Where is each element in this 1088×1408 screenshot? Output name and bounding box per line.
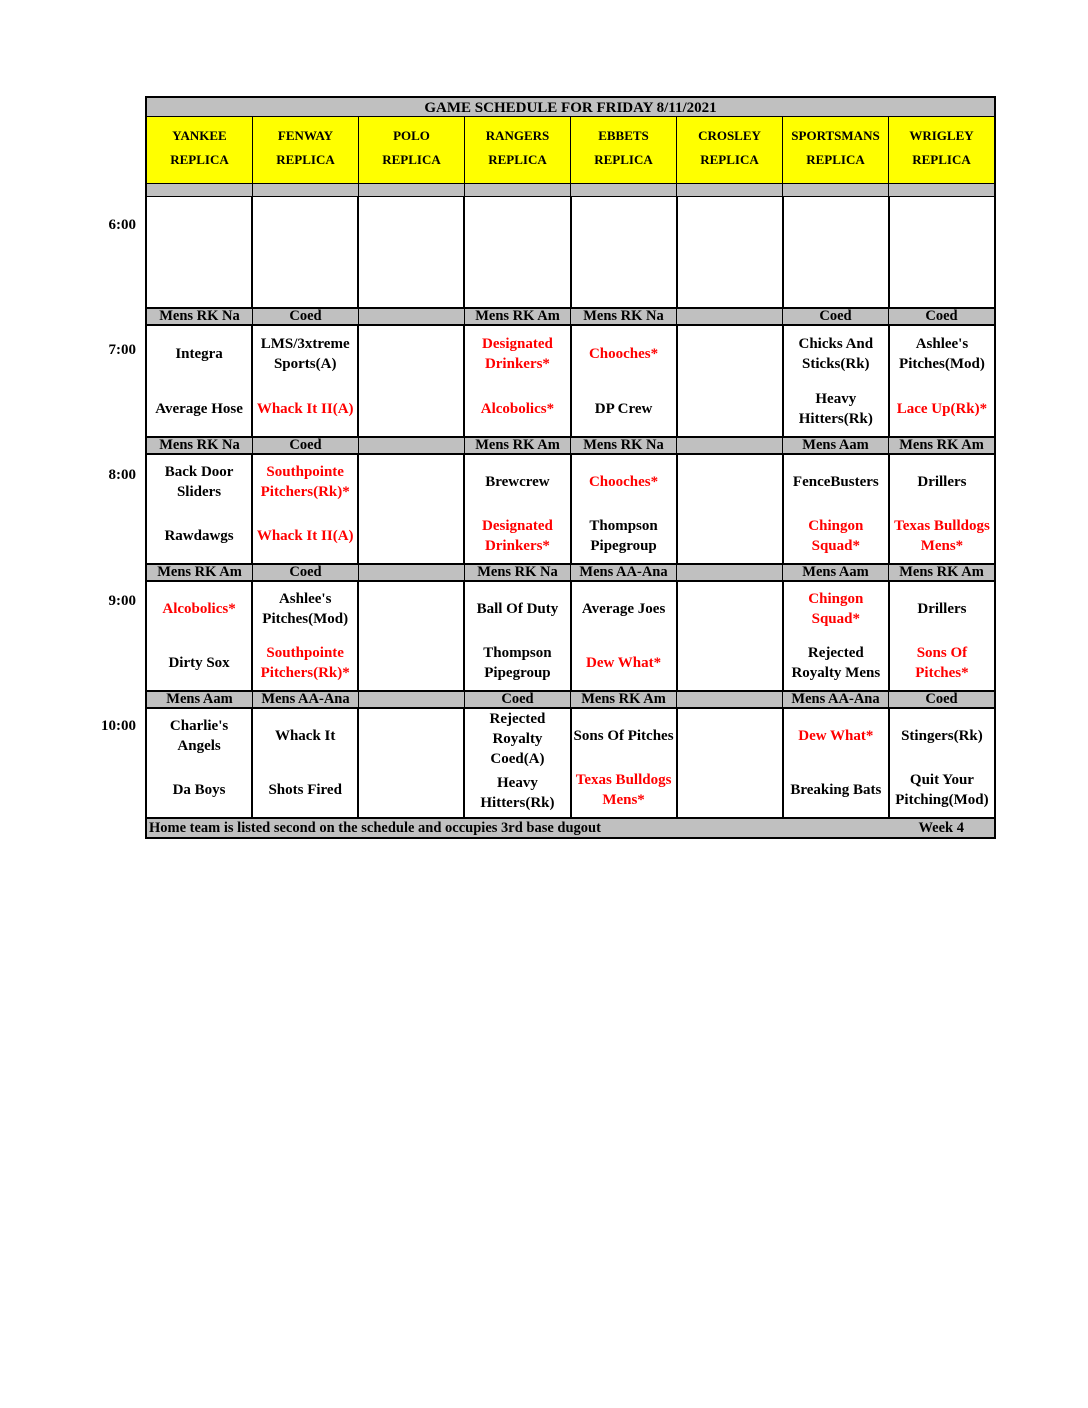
spacer-cell — [783, 183, 889, 197]
game-cell — [784, 326, 890, 436]
field-header-fenway — [253, 117, 359, 183]
division-row — [145, 436, 996, 455]
game-cell — [784, 197, 890, 307]
spacer-cell — [571, 183, 677, 197]
field-header-crosley — [677, 117, 783, 183]
home-team: Breaking Bats — [790, 782, 882, 798]
division-label — [677, 438, 783, 453]
home-team — [359, 636, 463, 690]
game-cell — [253, 326, 359, 436]
game-cell — [359, 326, 465, 436]
field-subtitle: REPLICA — [382, 152, 441, 167]
schedule-title: GAME SCHEDULE FOR FRIDAY 8/11/2021 — [145, 96, 996, 117]
home-team: Texas Bulldogs Mens* — [894, 518, 990, 554]
field-name: POLO — [393, 128, 430, 143]
footer-bar — [145, 817, 996, 839]
field-subtitle: REPLICA — [170, 152, 229, 167]
home-team — [678, 509, 782, 563]
division-label — [677, 692, 783, 707]
field-header-ebbets — [571, 117, 677, 183]
field-subtitle: REPLICA — [276, 152, 335, 167]
away-team: Stingers(Rk) — [901, 728, 983, 744]
away-team — [253, 197, 357, 252]
away-team: Ball Of Duty — [476, 601, 559, 617]
home-team — [678, 636, 782, 690]
field-name: FENWAY — [277, 128, 334, 143]
home-team: Average Hose — [155, 400, 243, 417]
field-name: SPORTSMANS — [791, 128, 880, 143]
division-label — [359, 565, 465, 580]
away-team — [678, 197, 782, 252]
away-team: Ashlee's Pitches(Mod) — [899, 335, 985, 372]
game-cell — [890, 582, 994, 690]
field-subtitle: REPLICA — [488, 152, 547, 167]
time-label: 7:00 — [108, 342, 136, 358]
home-team: Rejected Royalty Mens — [791, 645, 881, 681]
game-cell — [784, 709, 890, 817]
home-team: Quit Your Pitching(Mod) — [895, 772, 989, 808]
away-team — [359, 455, 463, 509]
game-cell — [147, 326, 253, 436]
home-team — [678, 252, 782, 307]
division-label: Mens AA-Ana — [253, 692, 359, 707]
away-team: Integra — [175, 345, 223, 362]
division-label: Coed — [889, 692, 994, 707]
field-name: WRIGLEY — [909, 128, 974, 143]
game-cell — [678, 326, 784, 436]
division-row — [145, 690, 996, 709]
game-cell — [147, 582, 253, 690]
time-slot-row — [145, 197, 996, 307]
time-slot-row — [145, 326, 996, 436]
home-team — [890, 252, 994, 307]
game-cell — [678, 582, 784, 690]
away-team — [147, 197, 251, 252]
division-label: Coed — [253, 309, 359, 324]
division-label: Mens RK Na — [465, 565, 571, 580]
division-label: Mens Aam — [783, 565, 889, 580]
game-cell — [253, 197, 359, 307]
away-team — [678, 455, 782, 509]
footer-note: Home team is listed second on the schedule and occupies 3rd base dugout — [149, 820, 601, 836]
division-label: Coed — [889, 309, 994, 324]
game-cell — [359, 197, 465, 307]
game-cell — [678, 455, 784, 563]
field-header-wrigley — [889, 117, 994, 183]
away-team: Southpointe Pitchers(Rk)* — [260, 464, 350, 500]
away-team — [784, 197, 888, 252]
division-label: Coed — [783, 309, 889, 324]
away-team — [890, 197, 994, 252]
week-label: Week 4 — [918, 820, 964, 836]
home-team: Heavy Hitters(Rk) — [480, 775, 555, 811]
away-team: Whack It — [274, 728, 336, 744]
away-team: Average Joes — [581, 601, 666, 617]
home-team — [784, 252, 888, 307]
away-team — [678, 326, 782, 381]
game-cell — [572, 326, 678, 436]
home-team: Da Boys — [172, 782, 226, 798]
game-cell — [359, 709, 465, 817]
division-label — [677, 309, 783, 324]
away-team: Dew What* — [798, 728, 874, 744]
time-slots — [145, 197, 996, 817]
time-slot-row — [145, 709, 996, 817]
time-label: 8:00 — [108, 467, 136, 483]
time-slot-row — [145, 582, 996, 690]
home-team — [465, 252, 569, 307]
division-label: Coed — [465, 692, 571, 707]
division-row — [145, 563, 996, 582]
division-label: Coed — [253, 565, 359, 580]
away-team: Chingon Squad* — [808, 591, 864, 627]
schedule-sheet — [145, 96, 996, 839]
game-cell — [359, 582, 465, 690]
game-cell — [253, 582, 359, 690]
home-team: Texas Bulldogs Mens* — [575, 772, 672, 808]
away-team — [359, 197, 463, 252]
game-cell — [890, 197, 994, 307]
game-cell — [147, 197, 253, 307]
home-team: Designated Drinkers* — [482, 518, 553, 554]
game-cell — [147, 455, 253, 563]
away-team — [678, 582, 782, 636]
away-team — [465, 197, 569, 252]
away-team: Rejected Royalty Coed(A) — [489, 711, 546, 767]
division-label: Mens RK Am — [147, 565, 253, 580]
division-label — [359, 692, 465, 707]
header-spacer-row — [145, 183, 996, 197]
home-team: Shots Fired — [268, 782, 342, 798]
spacer-cell — [465, 183, 571, 197]
spacer-cell — [677, 183, 783, 197]
home-team: Chingon Squad* — [808, 518, 864, 554]
division-label: Mens RK Na — [147, 438, 253, 453]
game-cell — [890, 455, 994, 563]
away-team: Alcobolics* — [162, 601, 236, 617]
game-cell — [465, 326, 571, 436]
division-label: Mens RK Am — [571, 692, 677, 707]
field-header-yankee — [147, 117, 253, 183]
home-team — [359, 763, 463, 817]
division-label: Mens RK Na — [571, 438, 677, 453]
division-label — [359, 438, 465, 453]
division-label: Mens RK Am — [465, 309, 571, 324]
home-team: Thompson Pipegroup — [589, 518, 658, 554]
away-team — [678, 709, 782, 763]
time-label: 10:00 — [101, 718, 136, 734]
game-cell — [784, 455, 890, 563]
division-label: Mens RK Am — [465, 438, 571, 453]
home-team: Dew What* — [585, 655, 662, 671]
division-label: Mens RK Na — [147, 309, 253, 324]
field-subtitle: REPLICA — [912, 152, 971, 167]
away-team: Chooches* — [588, 474, 659, 490]
game-cell — [465, 197, 571, 307]
home-team — [572, 252, 676, 307]
spacer-cell — [359, 183, 465, 197]
away-team: FenceBusters — [792, 474, 879, 490]
game-cell — [253, 455, 359, 563]
away-team — [359, 582, 463, 636]
home-team: Dirty Sox — [168, 655, 230, 671]
game-cell — [465, 455, 571, 563]
game-cell — [678, 709, 784, 817]
game-cell — [572, 709, 678, 817]
away-team: LMS/3xtreme Sports(A) — [260, 335, 350, 372]
home-team: Southpointe Pitchers(Rk)* — [260, 645, 350, 681]
home-team: Heavy Hitters(Rk) — [798, 390, 873, 427]
home-team: Thompson Pipegroup — [483, 645, 552, 681]
spacer-cell — [253, 183, 359, 197]
spacer-cell — [889, 183, 994, 197]
time-slot-row — [145, 455, 996, 563]
field-header-polo — [359, 117, 465, 183]
field-subtitle: REPLICA — [594, 152, 653, 167]
home-team: Rawdawgs — [164, 528, 234, 544]
division-label — [677, 565, 783, 580]
game-cell — [572, 582, 678, 690]
game-cell — [678, 197, 784, 307]
field-name: YANKEE — [172, 128, 227, 143]
home-team — [359, 509, 463, 563]
home-team: Lace Up(Rk)* — [896, 400, 988, 417]
away-team: Chicks And Sticks(Rk) — [798, 335, 874, 372]
away-team: Charlie's Angels — [169, 718, 229, 754]
away-team: Back Door Sliders — [164, 464, 234, 500]
home-team: DP Crew — [594, 400, 653, 417]
home-team: Alcobolics* — [480, 400, 555, 417]
away-team: Chooches* — [588, 345, 659, 362]
away-team: Drillers — [917, 474, 967, 490]
field-name: CROSLEY — [698, 128, 761, 143]
time-label: 9:00 — [108, 593, 136, 609]
game-cell — [890, 326, 994, 436]
home-team — [359, 381, 463, 436]
home-team — [253, 252, 357, 307]
home-team: Whack It II(A) — [256, 400, 354, 417]
field-name: EBBETS — [598, 128, 649, 143]
game-cell — [784, 582, 890, 690]
spacer-cell — [147, 183, 253, 197]
home-team — [678, 763, 782, 817]
away-team: Designated Drinkers* — [482, 335, 553, 372]
time-label: 6:00 — [108, 217, 136, 233]
game-cell — [253, 709, 359, 817]
game-cell — [465, 582, 571, 690]
game-cell — [359, 455, 465, 563]
field-header-sportsmans — [783, 117, 889, 183]
field-header-rangers — [465, 117, 571, 183]
away-team — [359, 709, 463, 763]
game-cell — [147, 709, 253, 817]
division-row — [145, 307, 996, 326]
home-team: Whack It II(A) — [256, 528, 354, 544]
away-team: Sons Of Pitches — [573, 728, 674, 744]
division-label: Mens Aam — [783, 438, 889, 453]
division-label: Mens RK Am — [889, 438, 994, 453]
game-cell — [465, 709, 571, 817]
division-label: Mens AA-Ana — [571, 565, 677, 580]
home-team — [359, 252, 463, 307]
away-team: Brewcrew — [485, 474, 550, 490]
field-header-row — [145, 117, 996, 183]
home-team: Sons Of Pitches* — [915, 645, 969, 681]
division-label: Coed — [253, 438, 359, 453]
field-subtitle: REPLICA — [700, 152, 759, 167]
away-team — [572, 197, 676, 252]
field-subtitle: REPLICA — [806, 152, 865, 167]
game-cell — [890, 709, 994, 817]
division-label: Mens Aam — [147, 692, 253, 707]
home-team — [147, 252, 251, 307]
division-label — [359, 309, 465, 324]
game-cell — [572, 455, 678, 563]
home-team — [678, 381, 782, 436]
away-team — [359, 326, 463, 381]
field-name: RANGERS — [485, 128, 550, 143]
away-team: Drillers — [917, 601, 967, 617]
away-team: Ashlee's Pitches(Mod) — [262, 591, 349, 627]
division-label: Mens RK Am — [889, 565, 994, 580]
game-cell — [572, 197, 678, 307]
division-label: Mens AA-Ana — [783, 692, 889, 707]
division-label: Mens RK Na — [571, 309, 677, 324]
